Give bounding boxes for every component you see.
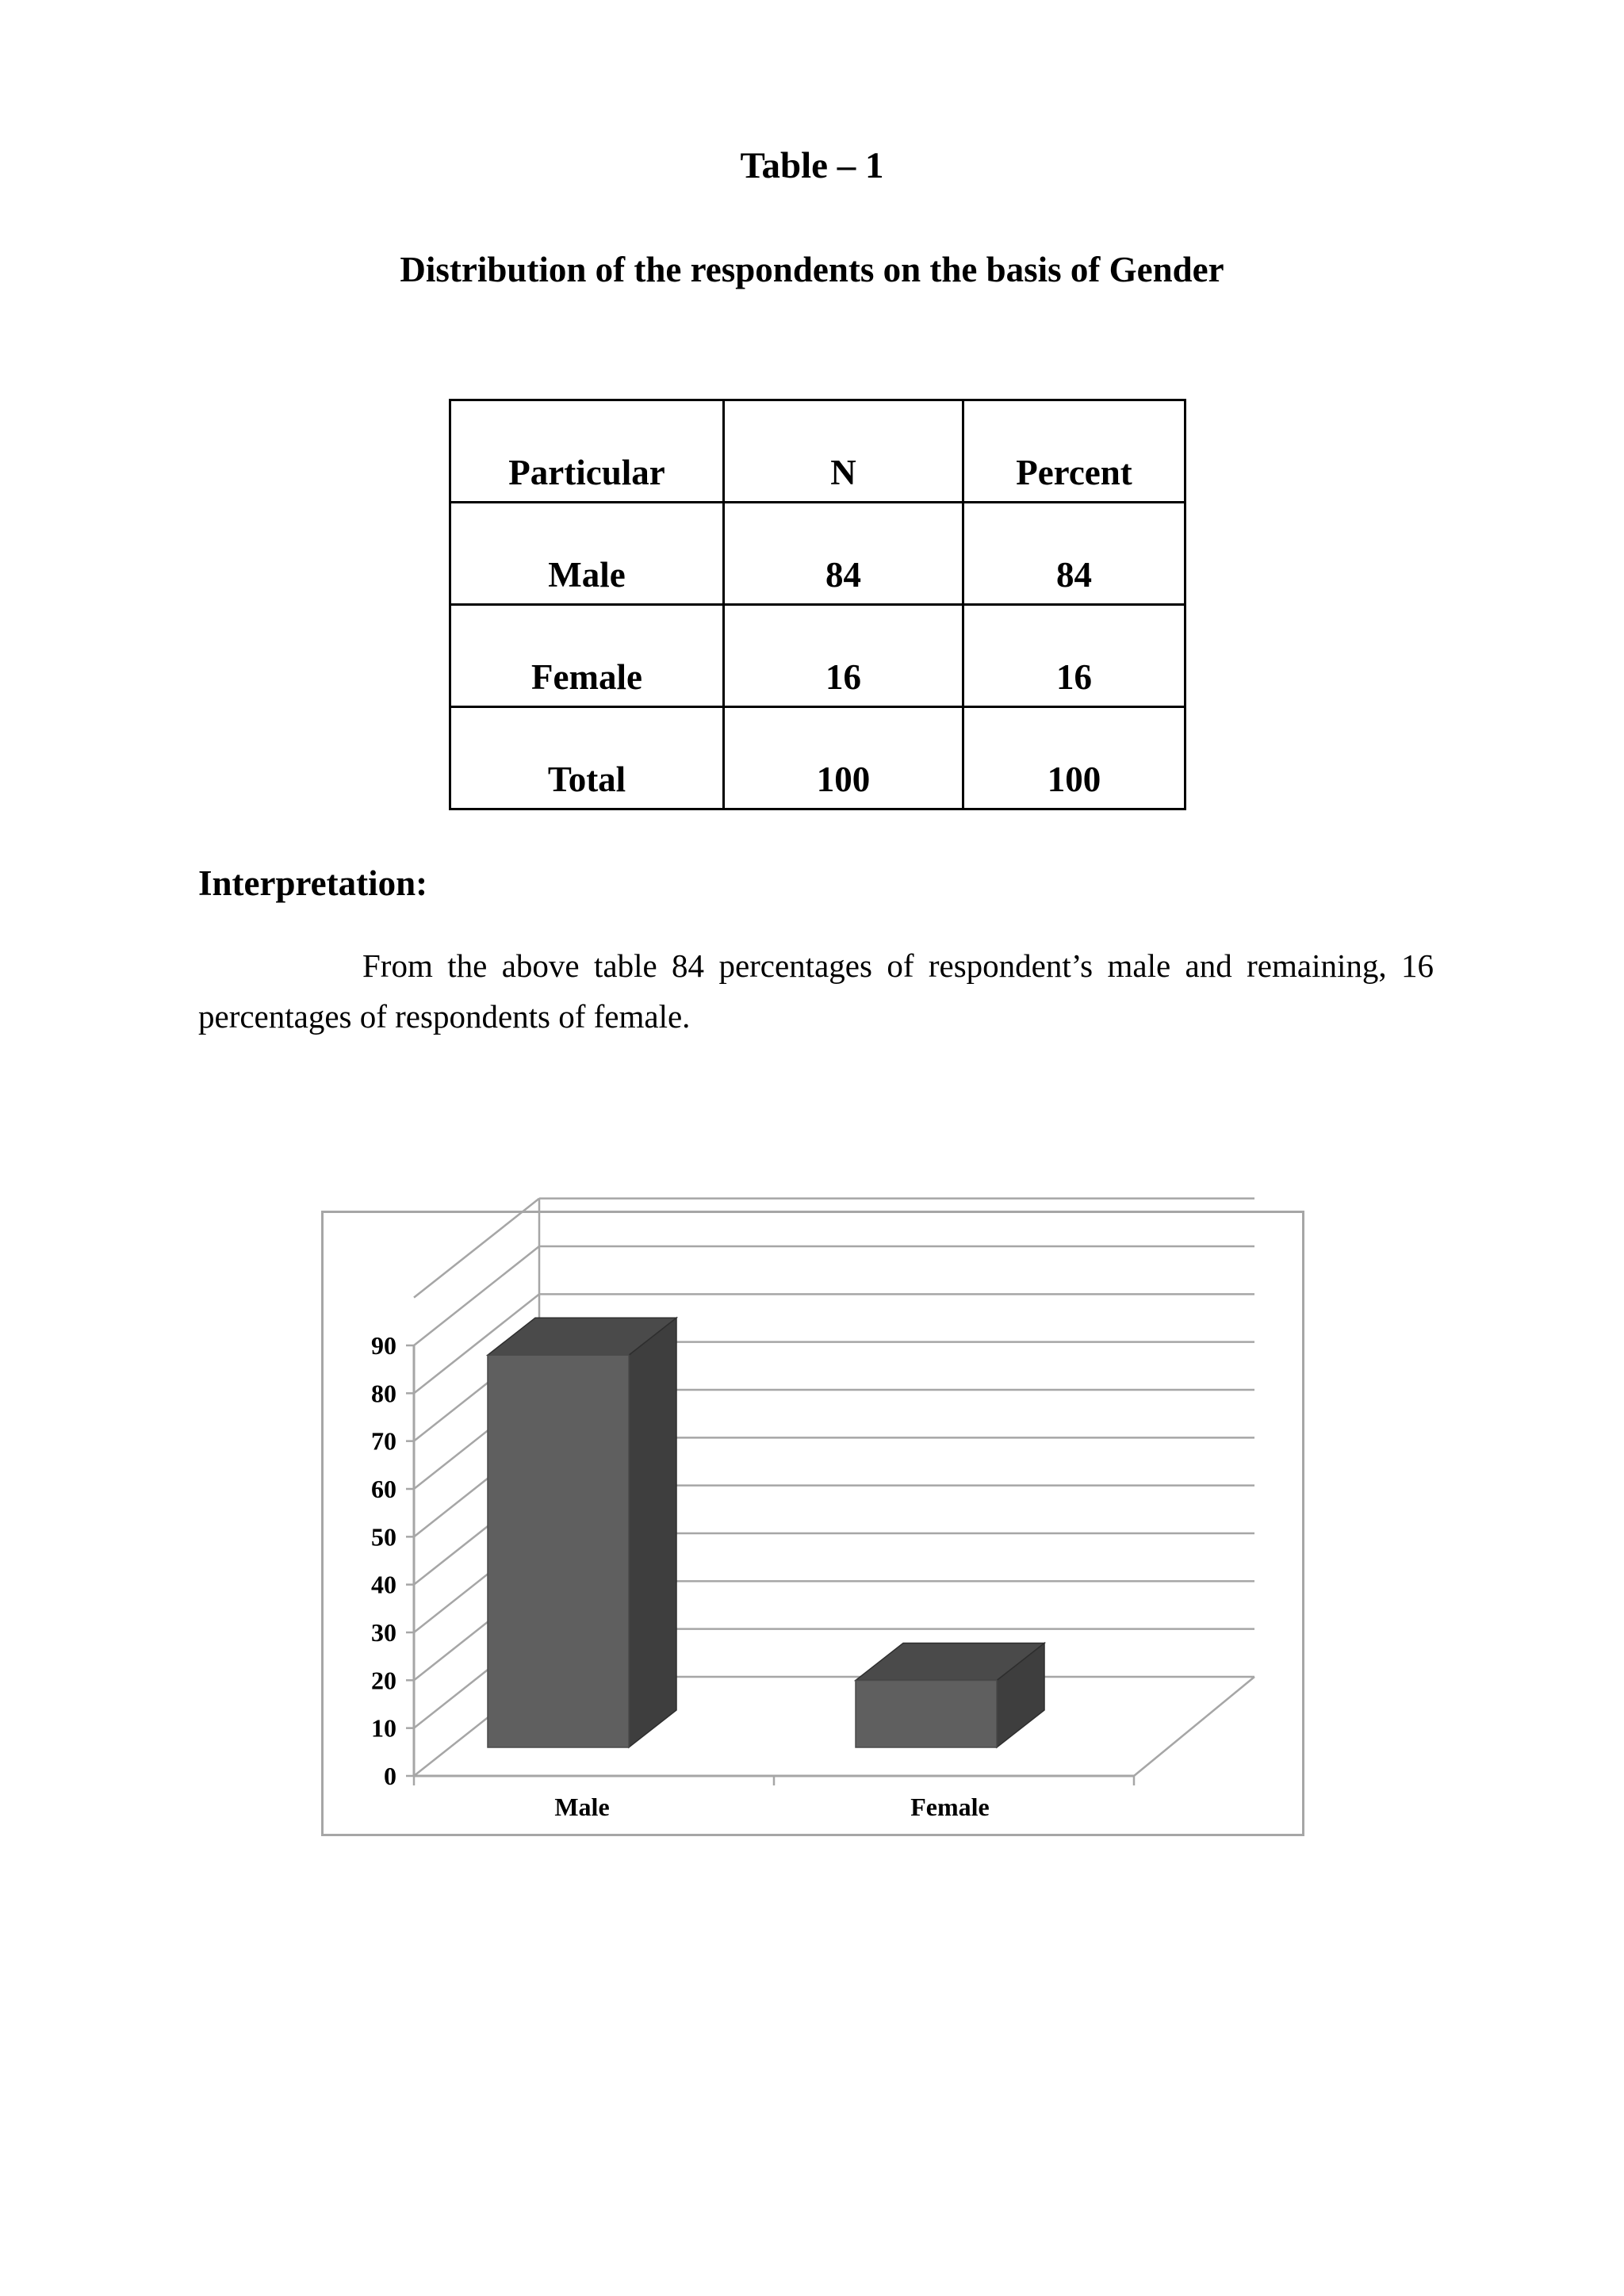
- chart-frame: [321, 1211, 1304, 1836]
- cell-n: 16: [724, 605, 963, 707]
- x-tick-label: Male: [554, 1793, 610, 1821]
- gender-distribution-table: [449, 399, 1186, 810]
- cell-percent: 84: [963, 503, 1185, 605]
- y-tick-label: 0: [384, 1762, 396, 1790]
- y-tick-label: 30: [371, 1618, 396, 1647]
- cell-percent: 100: [963, 707, 1185, 809]
- cell-particular: Female: [450, 605, 724, 707]
- y-tick-label: 80: [371, 1379, 396, 1408]
- header-percent: Percent: [963, 400, 1185, 503]
- y-tick-label: 10: [371, 1713, 396, 1743]
- cell-percent: 16: [963, 605, 1185, 707]
- cell-particular: Total: [450, 707, 724, 809]
- y-tick-label: 20: [371, 1666, 396, 1695]
- table-caption: Distribution of the respondents on the basis of Gender: [400, 250, 1224, 289]
- table-header-row: [450, 400, 1185, 503]
- cell-particular: Male: [450, 503, 724, 605]
- table-number: Table – 1: [740, 145, 884, 186]
- interpretation-text: From the above table 84 percentages of respondent’s male and remaining, 16 percentages of respondents of female.: [198, 947, 1434, 1035]
- y-tick-label: 70: [371, 1426, 396, 1456]
- table-row: [450, 503, 1185, 605]
- y-tick-label: 90: [371, 1331, 396, 1360]
- interpretation-heading: Interpretation:: [198, 863, 428, 903]
- y-tick-label: 60: [371, 1475, 396, 1503]
- y-tick-label: 40: [371, 1570, 396, 1599]
- header-particular: Particular: [450, 400, 724, 503]
- table-row-total: [450, 707, 1185, 809]
- y-tick-label: 50: [371, 1522, 396, 1552]
- header-n: N: [724, 400, 963, 503]
- cell-n: 84: [724, 503, 963, 605]
- table-row: [450, 605, 1185, 707]
- x-tick-label: Female: [910, 1793, 990, 1821]
- cell-n: 100: [724, 707, 963, 809]
